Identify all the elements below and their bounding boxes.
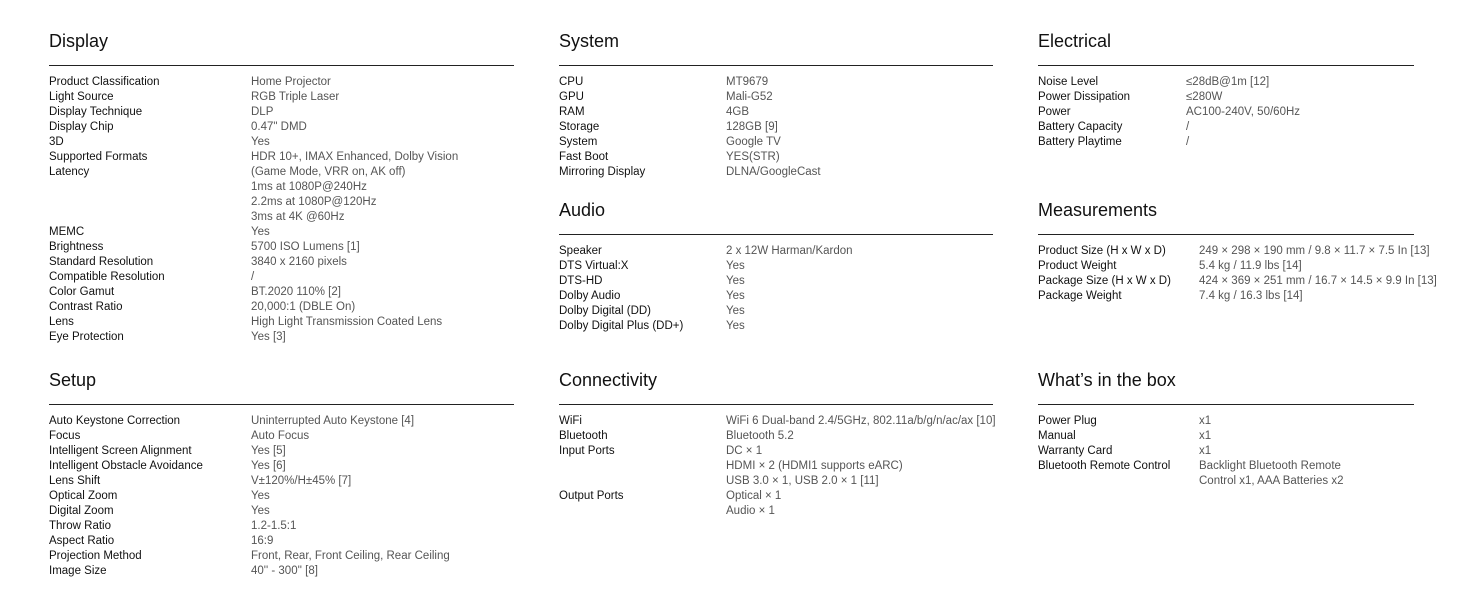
section-divider	[1038, 404, 1414, 405]
section-title: Electrical	[1038, 31, 1112, 51]
spec-list	[1038, 75, 1414, 150]
spec-row	[49, 429, 514, 444]
spec-row	[49, 225, 514, 240]
spec-row	[49, 120, 514, 135]
section-connectivity	[559, 369, 996, 519]
spec-value	[1186, 75, 1269, 90]
spec-row	[1038, 414, 1414, 429]
section-divider	[1038, 234, 1414, 235]
spec-value	[726, 105, 749, 120]
spec-value-line: Yes [5]	[251, 445, 286, 457]
spec-value-line: 2 x 12W Harman/Kardon	[726, 245, 853, 257]
spec-label: Dolby Digital Plus (DD+)	[559, 320, 684, 332]
spec-value-line: 5.4 kg / 11.9 lbs [14]	[1199, 260, 1302, 272]
spec-value-line: 2.2ms at 1080P@120Hz	[251, 196, 377, 208]
spec-label: Package Size (H x W x D)	[1038, 275, 1171, 287]
spec-value-line: MT9679	[726, 76, 769, 88]
spec-value-line: YES(STR)	[726, 151, 780, 163]
spec-value-line: 4GB	[726, 106, 750, 118]
spec-label: Speaker	[559, 245, 602, 257]
spec-value	[251, 534, 273, 549]
spec-value	[251, 75, 331, 90]
spec-value-line: Yes	[251, 226, 270, 238]
spec-value	[251, 474, 351, 489]
spec-label: Contrast Ratio	[49, 301, 123, 313]
spec-value	[251, 90, 339, 105]
section-system	[559, 30, 993, 180]
spec-value	[251, 429, 309, 444]
spec-value	[251, 285, 341, 300]
spec-value-line: Yes	[251, 490, 270, 502]
spec-value-line: WiFi 6 Dual-band 2.4/5GHz, 802.11a/b/g/n/ac/ax [10]	[726, 415, 996, 427]
spec-value-line: 7.4 kg / 16.3 lbs [14]	[1199, 290, 1303, 302]
spec-row	[49, 444, 514, 459]
spec-value	[1199, 274, 1437, 289]
spec-row	[1038, 120, 1414, 135]
spec-label: Output Ports	[559, 490, 624, 502]
spec-value-line: Optical × 1	[726, 490, 782, 502]
section-title: Display	[49, 31, 109, 51]
spec-value-line: /	[1186, 121, 1190, 133]
spec-value	[251, 489, 270, 504]
spec-value-line: ≤280W	[1186, 91, 1223, 103]
spec-list	[1038, 244, 1437, 304]
spec-value	[726, 120, 778, 135]
spec-label: Standard Resolution	[49, 256, 154, 268]
spec-value	[251, 459, 286, 474]
spec-value-line: USB 3.0 × 1, USB 2.0 × 1 [11]	[726, 475, 879, 487]
spec-value	[251, 300, 355, 315]
spec-value	[251, 564, 318, 579]
section-divider	[49, 65, 514, 66]
spec-row	[559, 429, 993, 444]
spec-value-line: Auto Focus	[251, 430, 310, 442]
spec-value-line: HDR 10+, IMAX Enhanced, Dolby Vision	[251, 151, 459, 163]
spec-value-line: High Light Transmission Coated Lens	[251, 316, 443, 328]
section-title: Setup	[49, 370, 97, 390]
spec-value	[726, 165, 821, 180]
spec-label: Bluetooth	[559, 430, 608, 442]
spec-value-line: 3ms at 4K @60Hz	[251, 211, 345, 223]
spec-row	[559, 150, 993, 165]
spec-value	[251, 444, 286, 459]
spec-row	[49, 564, 514, 579]
spec-row	[559, 244, 993, 259]
spec-label: Intelligent Screen Alignment	[49, 445, 192, 457]
section-display	[49, 30, 514, 345]
spec-value-line: 424 × 369 × 251 mm / 16.7 × 14.5 × 9.9 In [13]	[1199, 275, 1437, 287]
spec-label: Display Technique	[49, 106, 143, 118]
spec-row	[49, 285, 514, 300]
spec-value-line: /	[251, 271, 255, 283]
spec-label: Storage	[559, 121, 600, 133]
spec-row	[559, 105, 993, 120]
section-divider	[559, 234, 993, 235]
spec-value	[251, 414, 414, 429]
spec-label: WiFi	[559, 415, 582, 427]
spec-value-line: Yes	[251, 505, 270, 517]
spec-row	[1038, 105, 1414, 120]
spec-row	[49, 330, 514, 345]
section-divider	[559, 65, 993, 66]
spec-value	[726, 244, 853, 259]
spec-row	[559, 165, 993, 180]
spec-row	[559, 135, 993, 150]
spec-value	[1199, 244, 1430, 259]
spec-row	[559, 414, 996, 429]
spec-value	[251, 504, 270, 519]
spec-row	[1038, 274, 1437, 289]
spec-label: Display Chip	[49, 121, 114, 133]
spec-label: Lens	[49, 316, 74, 328]
spec-value	[251, 519, 296, 534]
spec-value	[1199, 289, 1303, 304]
spec-row	[1038, 90, 1414, 105]
section-title: What’s in the box	[1038, 370, 1176, 390]
spec-value-line: Backlight Bluetooth Remote	[1199, 460, 1341, 472]
spec-value	[726, 489, 781, 519]
spec-row	[559, 489, 993, 519]
spec-label: Mirroring Display	[559, 166, 646, 178]
spec-value-line: 40'' - 300'' [8]	[251, 565, 318, 577]
spec-label: Noise Level	[1038, 76, 1099, 88]
spec-row	[49, 135, 514, 150]
spec-value-line: Uninterrupted Auto Keystone [4]	[251, 415, 415, 427]
spec-value-line: Mali-G52	[726, 91, 773, 103]
spec-list	[49, 414, 514, 579]
spec-label: Brightness	[49, 241, 104, 253]
spec-label: Battery Playtime	[1038, 136, 1122, 148]
spec-value-line: /	[1186, 136, 1190, 148]
spec-value-line: Yes	[726, 305, 745, 317]
spec-row	[49, 459, 514, 474]
spec-label: MEMC	[49, 226, 85, 238]
spec-value	[1186, 120, 1189, 135]
spec-value	[251, 240, 360, 255]
spec-label: Auto Keystone Correction	[49, 415, 181, 427]
spec-value	[251, 225, 270, 240]
spec-value-line: 0.47" DMD	[251, 121, 307, 133]
spec-value-line: DLP	[251, 106, 274, 118]
spec-label: Power Dissipation	[1038, 91, 1131, 103]
spec-row	[1038, 429, 1414, 444]
spec-value	[726, 414, 996, 429]
spec-value	[1186, 90, 1222, 105]
spec-label: Optical Zoom	[49, 490, 118, 502]
spec-value	[726, 289, 745, 304]
spec-value	[251, 165, 405, 225]
section-divider	[1038, 65, 1414, 66]
spec-label: Projection Method	[49, 550, 142, 562]
spec-value-line: Yes [3]	[251, 331, 286, 343]
spec-label: Product Classification	[49, 76, 160, 88]
spec-label: Intelligent Obstacle Avoidance	[49, 460, 203, 472]
spec-label: Input Ports	[559, 445, 615, 457]
spec-value	[726, 274, 745, 289]
spec-label: Product Size (H x W x D)	[1038, 245, 1166, 257]
spec-label: Aspect Ratio	[49, 535, 115, 547]
spec-row	[49, 414, 514, 429]
spec-value-line: 128GB [9]	[726, 121, 778, 133]
spec-list	[559, 244, 993, 334]
spec-row	[559, 319, 993, 334]
spec-label: DTS Virtual:X	[559, 260, 629, 272]
spec-row	[1038, 289, 1414, 304]
section-electrical	[1038, 30, 1414, 150]
spec-value-line: DLNA/GoogleCast	[726, 166, 821, 178]
spec-row	[49, 90, 514, 105]
spec-row	[49, 489, 514, 504]
spec-label: Manual	[1038, 430, 1076, 442]
spec-row	[559, 289, 993, 304]
spec-label: Image Size	[49, 565, 107, 577]
spec-value	[726, 429, 794, 444]
spec-row	[49, 75, 514, 90]
spec-row	[559, 444, 993, 489]
spec-label: Focus	[49, 430, 81, 442]
spec-value-line: Yes	[251, 136, 270, 148]
spec-row	[559, 90, 993, 105]
spec-value	[1199, 444, 1211, 459]
spec-value-line: (Game Mode, VRR on, AK off)	[251, 166, 406, 178]
section-audio	[559, 199, 993, 334]
spec-value-line: x1	[1199, 445, 1212, 457]
spec-value	[251, 255, 347, 270]
spec-value-line: x1	[1199, 430, 1212, 442]
spec-value	[1199, 414, 1211, 429]
spec-row	[1038, 135, 1414, 150]
spec-row	[559, 120, 993, 135]
spec-value-line: Yes [6]	[251, 460, 286, 472]
spec-value-line: 16:9	[251, 535, 274, 547]
spec-row	[1038, 459, 1414, 489]
spec-row	[1038, 444, 1414, 459]
spec-label: GPU	[559, 91, 584, 103]
spec-label: Battery Capacity	[1038, 121, 1123, 133]
spec-value-line: Yes	[726, 260, 745, 272]
spec-value-line: RGB Triple Laser	[251, 91, 340, 103]
spec-row	[559, 304, 993, 319]
spec-value-line: BT.2020 110% [2]	[251, 286, 341, 298]
spec-value-line: DC × 1	[726, 445, 763, 457]
section-divider	[559, 404, 993, 405]
spec-row	[49, 534, 514, 549]
spec-label: Power Plug	[1038, 415, 1097, 427]
spec-value-line: Yes	[726, 320, 745, 332]
spec-label: Dolby Digital (DD)	[559, 305, 652, 317]
spec-row	[559, 274, 993, 289]
spec-value-line: 1ms at 1080P@240Hz	[251, 181, 367, 193]
spec-label: RAM	[559, 106, 585, 118]
spec-value	[1186, 105, 1300, 120]
spec-value-line: 5700 ISO Lumens [1]	[251, 241, 360, 253]
spec-row	[49, 240, 514, 255]
spec-value	[726, 259, 745, 274]
spec-label: Digital Zoom	[49, 505, 114, 517]
spec-label: Compatible Resolution	[49, 271, 165, 283]
spec-row	[49, 165, 514, 225]
section-measurements	[1038, 199, 1437, 304]
spec-label: Light Source	[49, 91, 114, 103]
spec-row	[1038, 75, 1414, 90]
spec-value	[251, 150, 458, 165]
spec-label: Bluetooth Remote Control	[1038, 460, 1171, 472]
spec-value	[1199, 259, 1302, 274]
spec-row	[49, 504, 514, 519]
spec-value-line: x1	[1199, 415, 1212, 427]
spec-value	[726, 444, 903, 489]
spec-row	[559, 75, 993, 90]
spec-row	[49, 105, 514, 120]
spec-value-line: Front, Rear, Front Ceiling, Rear Ceiling	[251, 550, 450, 562]
spec-label: System	[559, 136, 598, 148]
spec-row	[49, 474, 514, 489]
spec-value	[1186, 135, 1189, 150]
spec-label: Warranty Card	[1038, 445, 1113, 457]
spec-list	[559, 414, 996, 519]
spec-value	[726, 304, 745, 319]
spec-value-line: Home Projector	[251, 76, 331, 88]
section-title: Connectivity	[559, 370, 658, 390]
spec-label: Fast Boot	[559, 151, 609, 163]
spec-value	[251, 315, 442, 330]
spec-value-line: Audio × 1	[726, 505, 775, 517]
spec-value-line: Bluetooth 5.2	[726, 430, 794, 442]
spec-label: Dolby Audio	[559, 290, 621, 302]
spec-value	[251, 120, 307, 135]
spec-value-line: 20,000:1 (DBLE On)	[251, 301, 356, 313]
spec-list	[559, 75, 993, 180]
spec-value	[251, 135, 270, 150]
spec-row	[49, 270, 514, 285]
spec-list	[1038, 414, 1414, 489]
spec-row	[1038, 244, 1430, 259]
spec-label: Eye Protection	[49, 331, 124, 343]
spec-label: Product Weight	[1038, 260, 1117, 272]
spec-label: Throw Ratio	[49, 520, 111, 532]
spec-value	[1199, 459, 1343, 489]
section-in-the-box	[1038, 369, 1414, 489]
spec-row	[49, 519, 514, 534]
spec-list	[49, 75, 514, 345]
section-title: System	[559, 31, 620, 51]
spec-row	[49, 255, 514, 270]
spec-label: CPU	[559, 76, 584, 88]
spec-value-line: 1.2-1.5:1	[251, 520, 297, 532]
spec-value-line: 3840 x 2160 pixels	[251, 256, 347, 268]
spec-value-line: Google TV	[726, 136, 781, 148]
spec-row	[1038, 259, 1414, 274]
section-title: Measurements	[1038, 200, 1158, 220]
spec-value-line: ≤28dB@1m [12]	[1186, 76, 1270, 88]
spec-value-line: Yes	[726, 275, 745, 287]
section-divider	[49, 404, 514, 405]
spec-label: Supported Formats	[49, 151, 148, 163]
spec-label: Power	[1038, 106, 1071, 118]
spec-value	[251, 105, 273, 120]
spec-value	[726, 319, 745, 334]
spec-value	[726, 135, 781, 150]
spec-row	[49, 150, 514, 165]
spec-value	[251, 549, 450, 564]
spec-label: 3D	[49, 136, 64, 148]
spec-value-line: Yes	[726, 290, 745, 302]
spec-value	[251, 270, 254, 285]
spec-value	[726, 75, 768, 90]
spec-value	[251, 330, 286, 345]
section-setup	[49, 369, 514, 579]
spec-label: Lens Shift	[49, 475, 101, 487]
spec-row	[49, 315, 514, 330]
spec-row	[49, 549, 514, 564]
spec-label: Package Weight	[1038, 290, 1122, 302]
spec-label: Color Gamut	[49, 286, 115, 298]
spec-value	[1199, 429, 1211, 444]
spec-value	[726, 90, 773, 105]
spec-row	[49, 300, 514, 315]
spec-value-line: AC100-240V, 50/60Hz	[1186, 106, 1301, 118]
section-title: Audio	[559, 200, 606, 220]
spec-row	[559, 259, 993, 274]
spec-value	[726, 150, 780, 165]
spec-label: Latency	[49, 166, 90, 178]
spec-value-line: 249 × 298 × 190 mm / 9.8 × 11.7 × 7.5 In [13]	[1199, 245, 1430, 257]
spec-value-line: V±120%/H±45% [7]	[251, 475, 352, 487]
spec-value-line: HDMI × 2 (HDMI1 supports eARC)	[726, 460, 903, 472]
spec-value-line: Control x1, AAA Batteries x2	[1199, 475, 1344, 487]
spec-label: DTS-HD	[559, 275, 603, 287]
